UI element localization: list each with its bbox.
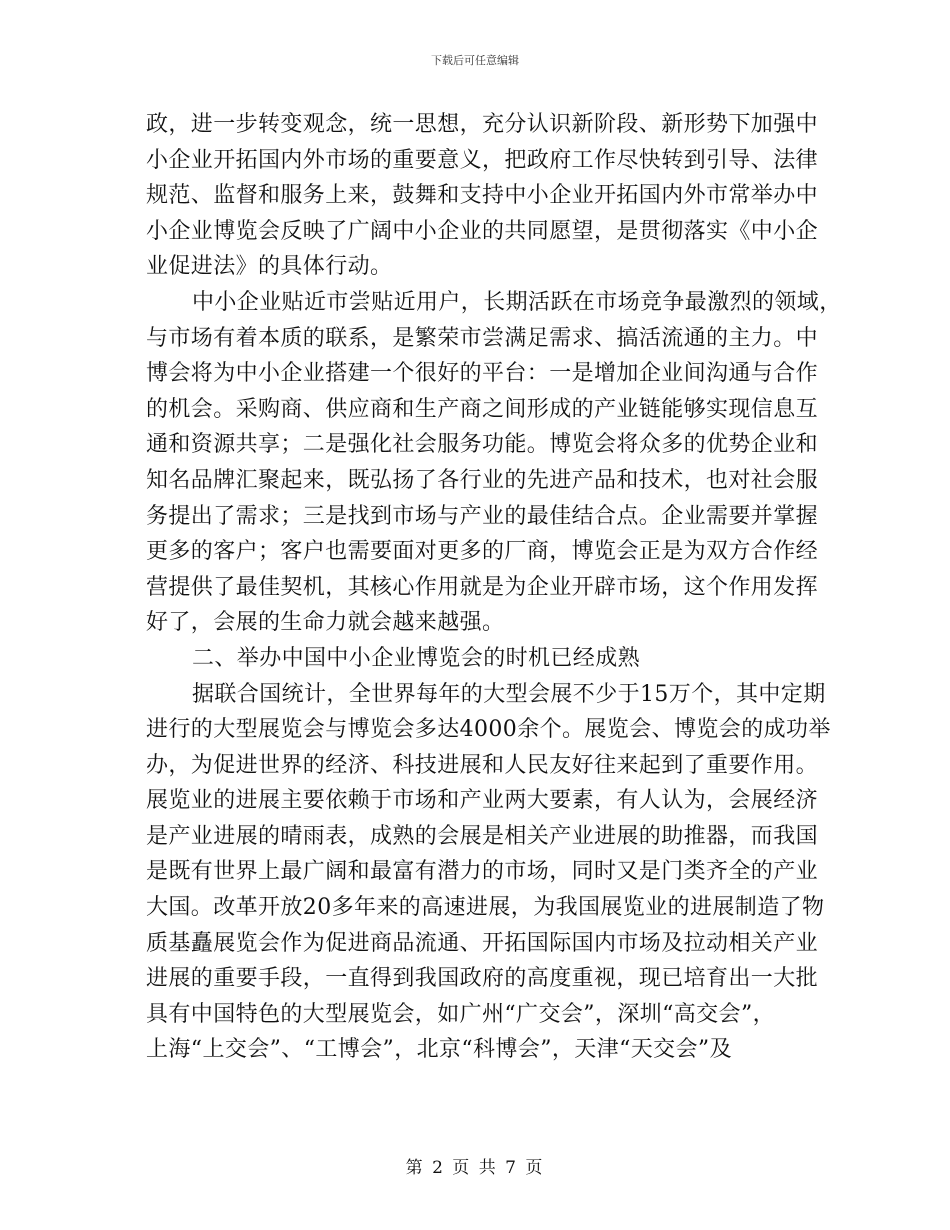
text-line: 办，为促进世界的经济、科技进展和人民友好往来起到了重要作用。 bbox=[146, 752, 819, 778]
text-line: 政，进一步转变观念，统一思想，充分认识新阶段、新形势下加强中 bbox=[146, 112, 819, 137]
text-line: 业促进法》的具体行动。 bbox=[146, 254, 393, 280]
text-line: 是既有世界上最广阔和最富有潜力的市场，同时又是门类齐全的产业 bbox=[146, 859, 819, 885]
text-line: 营提供了最佳契机，其核心作用就是为企业开辟市场，这个作用发挥 bbox=[146, 574, 819, 600]
page-footer: 第 2 页 共 7 页 bbox=[405, 1158, 545, 1178]
paragraph-start-line: 中小企业贴近市尝贴近用户，长期活跃在市场竞争最激烈的领域， bbox=[192, 289, 842, 315]
body-text bbox=[146, 107, 842, 1068]
text-line: 进展的重要手段，一直得到我国政府的高度重视，现已培育出一大批 bbox=[146, 966, 819, 992]
text-line: 与市场有着本质的联系，是繁荣市尝满足需求、搞活流通的主力。中 bbox=[146, 325, 819, 351]
paragraph-start-line: 据联合国统计，全世界每年的大型会展不少于15万个，其中定期 bbox=[192, 681, 826, 707]
text-line: 小企业开拓国内外市场的重要意义，把政府工作尽快转到引导、法律 bbox=[146, 147, 819, 173]
text-line: 大国。改革开放20多年来的高速进展，为我国展览业的进展制造了物 bbox=[146, 895, 825, 921]
text-line: 知名品牌汇聚起来，既弘扬了各行业的先进产品和技术，也对社会服 bbox=[146, 467, 819, 493]
text-line: 具有中国特色的大型展览会，如广州“广交会”，深圳“高交会”， bbox=[146, 1001, 775, 1027]
text-line: 好了，会展的生命力就会越来越强。 bbox=[146, 610, 505, 636]
text-line: 通和资源共享；二是强化社会服务功能。博览会将众多的优势企业和 bbox=[146, 432, 819, 458]
text-line: 务提出了需求；三是找到市场与产业的最佳结合点。企业需要并掌握 bbox=[146, 503, 819, 529]
section-heading: 二、举办中国中小企业博览会的时机已经成熟 bbox=[192, 645, 641, 671]
text-line: 小企业博览会反映了广阔中小企业的共同愿望，是贯彻落实《中小企 bbox=[146, 218, 819, 244]
text-line: 更多的客户；客户也需要面对更多的厂商，博览会正是为双方合作经 bbox=[146, 539, 819, 565]
text-line: 上海“上交会”、“工博会”，北京“科博会”，天津“天交会”及 bbox=[146, 1037, 732, 1063]
text-line: 进行的大型展览会与博览会多达4000余个。展览会、博览会的成功举 bbox=[146, 717, 831, 743]
page-header: 下载后可任意编辑 bbox=[431, 54, 519, 67]
text-line: 是产业进展的晴雨表，成熟的会展是相关产业进展的助推器，而我国 bbox=[146, 823, 819, 849]
text-line: 展览业的进展主要依赖于市场和产业两大要素，有人认为，会展经济 bbox=[146, 788, 819, 814]
text-line: 的机会。采购商、供应商和生产商之间形成的产业链能够实现信息互 bbox=[146, 396, 819, 422]
text-line: 博会将为中小企业搭建一个很好的平台：一是增加企业间沟通与合作 bbox=[146, 361, 819, 387]
text-line: 质基矗展览会作为促进商品流通、开拓国际国内市场及拉动相关产业 bbox=[146, 930, 819, 956]
text-line: 规范、监督和服务上来，鼓舞和支持中小企业开拓国内外市常举办中 bbox=[146, 183, 819, 209]
